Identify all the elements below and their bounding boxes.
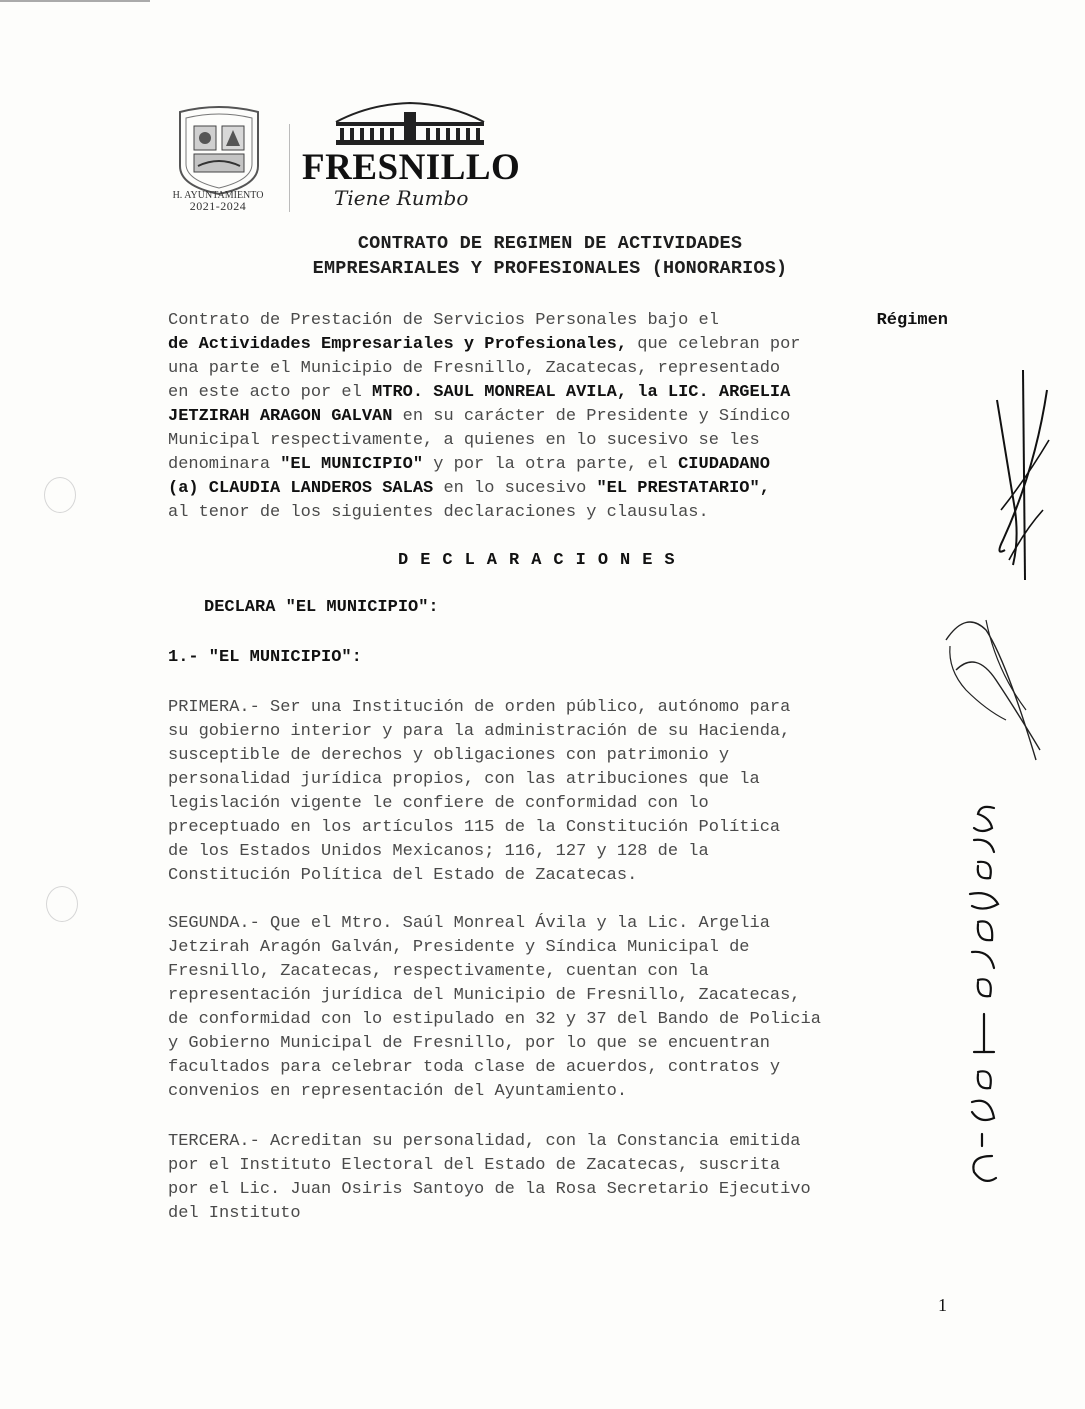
- seal-caption-line1: H. AYUNTAMIENTO: [172, 190, 264, 201]
- tercera-line: TERCERA.- Acreditan su personalidad, con la Constancia emitida: [168, 1132, 801, 1151]
- intro-line: Municipal respectivamente, a quienes en lo sucesivo se les: [168, 431, 760, 450]
- intro-bold: "EL PRESTATARIO",: [596, 479, 770, 498]
- primera-line: susceptible de derechos y obligaciones con patrimonio y: [168, 746, 730, 765]
- intro-bold: "EL MUNICIPIO": [280, 455, 424, 474]
- intro-bold: MTRO. SAUL MONREAL AVILA, la LIC. ARGELIA: [372, 383, 791, 402]
- tercera-line: por el Instituto Electoral del Estado de Zacatecas, suscrita: [168, 1156, 781, 1175]
- primera-line: preceptuado en los artículos 115 de la Constitución Política: [168, 818, 781, 837]
- segunda-line: y Gobierno Municipal de Fresnillo, por lo que se encuentran: [168, 1034, 770, 1053]
- handwritten-initials-icon: [936, 610, 1046, 770]
- primera-line: de los Estados Unidos Mexicanos; 116, 127 y 128 de la: [168, 842, 709, 861]
- segunda-line: Fresnillo, Zacatecas, respectivamente, cuentan con la: [168, 962, 709, 981]
- segunda-line: Jetzirah Aragón Galván, Presidente y Síndica Municipal de: [168, 938, 750, 957]
- intro-bold: de Actividades Empresariales y Profesionales,: [168, 335, 628, 354]
- segunda-line: SEGUNDA.- Que el Mtro. Saúl Monreal Ávila y la Lic. Argelia: [168, 914, 770, 933]
- primera-line: personalidad jurídica propios, con las atribuciones que la: [168, 770, 760, 789]
- intro-text: en su carácter de Presidente y Síndico: [392, 407, 791, 426]
- handwritten-name-signature-icon: [960, 800, 1010, 1190]
- primera-line: legislación vigente le confiere de conformidad con lo: [168, 794, 709, 813]
- contract-title-line1: CONTRATO DE REGIMEN DE ACTIVIDADES: [357, 233, 743, 254]
- scan-edge-mark: [0, 0, 150, 2]
- punch-hole-mark: [44, 477, 76, 513]
- numeral-1-heading: 1.- "EL MUNICIPIO":: [168, 648, 362, 667]
- intro-bold: CIUDADANO: [678, 455, 770, 474]
- intro-text: denominara: [168, 455, 281, 474]
- intro-bold: (a) CLAUDIA LANDEROS SALAS: [168, 479, 434, 498]
- logo-divider: [289, 124, 290, 212]
- intro-bold: Régimen: [876, 311, 948, 330]
- seal-caption: [166, 190, 270, 212]
- segunda-line: facultados para celebrar toda clase de acuerdos, contratos y: [168, 1058, 781, 1077]
- primera-line: Constitución Política del Estado de Zacatecas.: [168, 866, 638, 885]
- punch-hole-mark: [46, 886, 78, 922]
- tercera-line: por el Lic. Juan Osiris Santoyo de la Rosa Secretario Ejecutivo: [168, 1180, 811, 1199]
- brand-tagline: Tiene Rumbo: [334, 186, 469, 210]
- fresnillo-building-icon: [330, 100, 490, 148]
- intro-line: [168, 382, 948, 404]
- contract-title-line2: EMPRESARIALES Y PROFESIONALES (HONORARIOS): [312, 258, 788, 279]
- handwritten-signature-icon: [985, 360, 1065, 600]
- intro-line: [168, 406, 948, 428]
- intro-text: y por la otra parte, el: [423, 455, 679, 474]
- intro-text: en este acto por el: [168, 383, 373, 402]
- intro-text: Contrato de Prestación de Servicios Personales bajo el: [168, 311, 719, 330]
- seal-caption-years: 2021-2024: [189, 199, 247, 213]
- intro-line: al tenor de los siguientes declaraciones y clausulas.: [168, 503, 709, 522]
- intro-line: [168, 310, 948, 332]
- primera-line: PRIMERA.- Ser una Institución de orden público, autónomo para: [168, 698, 791, 717]
- tercera-line: del Instituto: [168, 1204, 301, 1223]
- brand-name: FRESNILLO: [302, 147, 521, 188]
- intro-bold: JETZIRAH ARAGON GALVAN: [168, 407, 393, 426]
- declara-municipio-heading: DECLARA "EL MUNICIPIO":: [204, 598, 439, 617]
- declaraciones-heading: DECLARACIONES: [398, 551, 687, 570]
- segunda-line: de conformidad con lo estipulado en 32 y 37 del Bando de Policia: [168, 1010, 821, 1029]
- primera-line: su gobierno interior y para la administración de su Hacienda,: [168, 722, 791, 741]
- intro-line: [168, 478, 948, 500]
- segunda-line: representación jurídica del Municipio de Fresnillo, Zacatecas,: [168, 986, 801, 1005]
- intro-line: [168, 454, 948, 476]
- intro-line: una parte el Municipio de Fresnillo, Zacatecas, representado: [168, 359, 781, 378]
- intro-text: que celebran por: [627, 335, 801, 354]
- intro-line: [168, 334, 948, 356]
- segunda-line: convenios en representación del Ayuntamiento.: [168, 1082, 628, 1101]
- page-number: 1: [938, 1295, 947, 1315]
- intro-text: en lo sucesivo: [433, 479, 597, 498]
